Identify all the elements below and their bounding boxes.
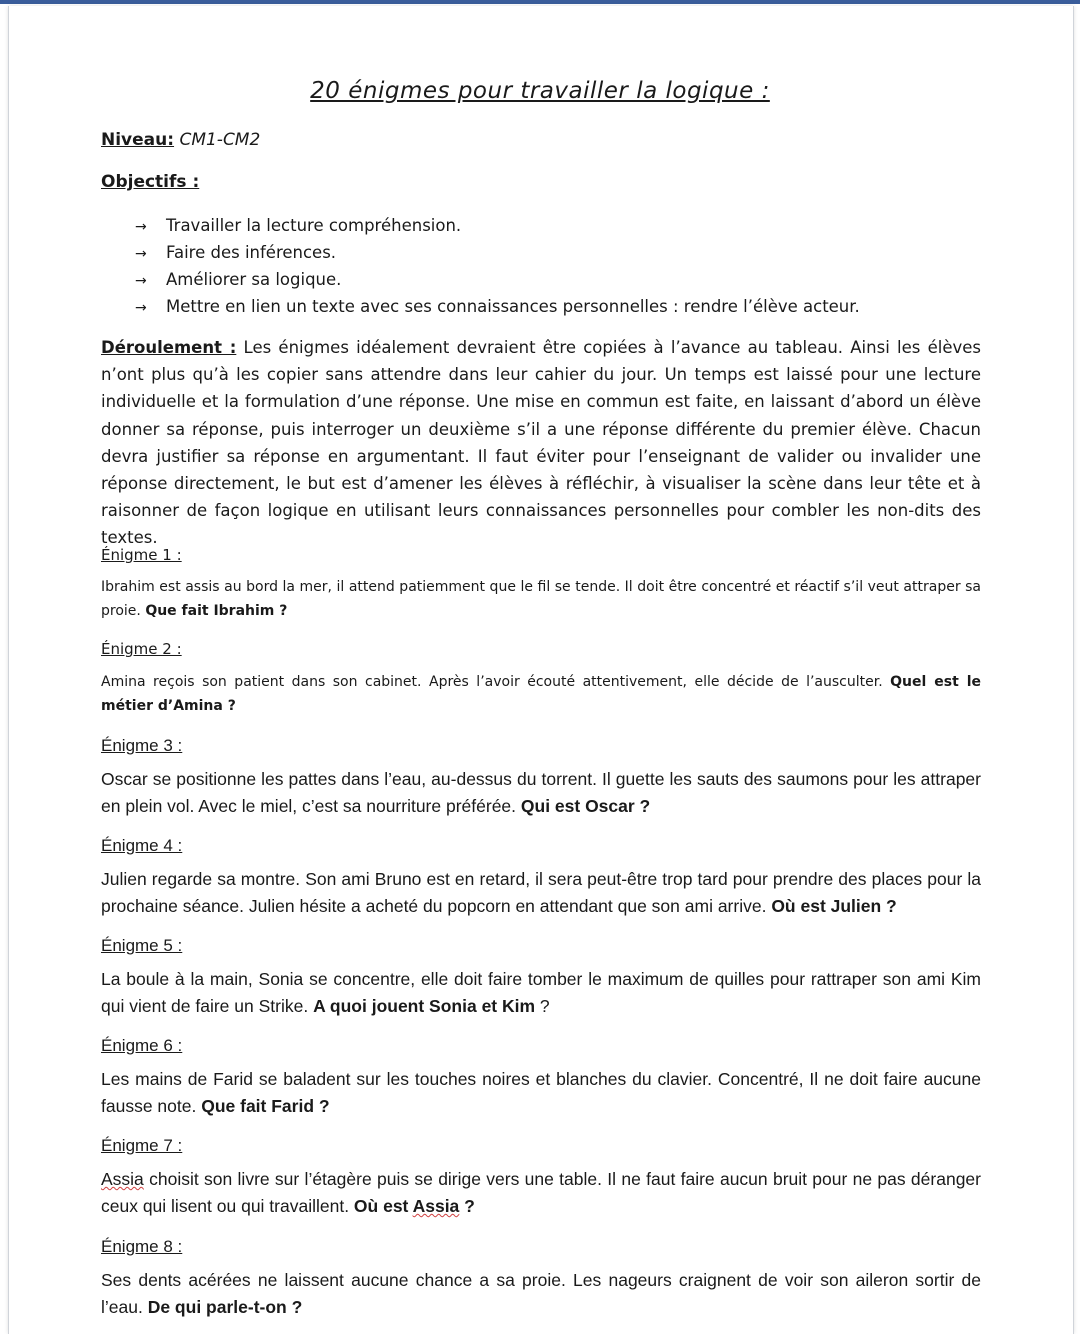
objectifs-list	[135, 212, 860, 320]
enigme-1-text	[101, 575, 981, 623]
enigme-6-text	[101, 1066, 981, 1120]
enigme-4-text	[101, 866, 981, 920]
question-end: ?	[459, 1196, 475, 1216]
objectif-text: Améliorer sa logique.	[166, 270, 342, 289]
list-item	[135, 266, 860, 293]
deroulement-paragraph	[101, 334, 981, 552]
enigme-6-title: Énigme 6 :	[101, 1036, 183, 1055]
question-prefix: Où est	[353, 1196, 413, 1216]
enigme-7-text	[101, 1166, 981, 1220]
enigme-text: Julien regarde sa montre. Son ami Bruno est en retard, il sera peut-être trop tard pour prendre des places pour la prochaine séance. Julien hésite a acheté du popcorn en attendant que son ami arrive.	[101, 869, 981, 916]
enigme-4-title: Énigme 4 :	[101, 836, 183, 855]
enigme-text: La boule à la main, Sonia se concentre, elle doit faire tomber le maximum de quilles pour rattraper son ami Kim qui vient de faire un Strike.	[101, 969, 981, 1016]
spellcheck-name: Assia	[412, 1196, 460, 1216]
objectif-text: Mettre en lien un texte avec ses connaissances personnelles : rendre l’élève acteur.	[166, 297, 860, 316]
objectif-text: Faire des inférences.	[166, 243, 337, 262]
deroulement-text: Les énigmes idéalement devraient être copiées à l’avance au tableau. Ainsi les élèves n’ont plus qu’à les copier sans attendre dans leur cahier du jour. Un temps est laissé pour une lecture individuelle et la formulation d’une réponse. Une mise en commun est faite, en laissant d’abord un élève donner sa réponse, puis interroger un deuxième s’il a une réponse différente du premier élève. Chacun devra justifier sa réponse en argumentant. Il faut éviter pour l’enseignant de valider ou invalider une réponse directement, le but est d’amener les élèves à réfléchir, à visualiser la scène dans leur tête et à raisonner de façon logique en utilisant leurs connaissances personnelles pour combler les non-dits des textes.	[101, 338, 981, 548]
document-title: 20 énigmes pour travailler la logique :	[310, 78, 770, 104]
enigme-question: Qui est Oscar ?	[520, 796, 651, 816]
arrow-icon: →	[135, 273, 147, 289]
enigme-question: Quel est le métier d’Amina ?	[101, 674, 981, 714]
list-item	[135, 212, 860, 239]
enigme-8-text	[101, 1267, 981, 1321]
enigme-text: Ses dents acérées ne laissent aucune chance a sa proie. Les nageurs craignent de voir son aileron sortir de l’eau.	[101, 1270, 981, 1317]
enigme-question: Que fait Ibrahim ?	[145, 603, 288, 619]
list-item	[135, 293, 860, 320]
enigme-7-title: Énigme 7 :	[101, 1136, 183, 1155]
enigme-3-text	[101, 766, 981, 820]
enigme-question: De qui parle-t-on ?	[147, 1297, 303, 1317]
enigme-1-title: Énigme 1 :	[101, 546, 182, 564]
spellcheck-name: Assia	[101, 1169, 144, 1189]
enigme-question	[354, 1196, 475, 1216]
enigme-3-title: Énigme 3 :	[101, 736, 183, 755]
arrow-icon: →	[135, 300, 147, 316]
list-item	[135, 239, 860, 266]
niveau-label: Niveau:	[101, 130, 175, 150]
enigme-text: Ibrahim est assis au bord la mer, il attend patiemment que le fil se tende. Il doit être concentré et réactif s’il veut attraper sa proie.	[101, 579, 981, 619]
enigme-5-title: Énigme 5 :	[101, 936, 183, 955]
enigme-2-text	[101, 670, 981, 718]
enigme-question-suffix: ?	[535, 996, 550, 1016]
niveau-line	[101, 130, 260, 150]
enigme-text: Amina reçois son patient dans son cabinet. Après l’avoir écouté attentivement, elle décide de l’ausculter.	[101, 674, 891, 690]
enigme-question: Que fait Farid ?	[201, 1096, 330, 1116]
deroulement-label: Déroulement :	[101, 338, 237, 357]
objectifs-heading: Objectifs :	[101, 172, 200, 192]
enigme-question: Où est Julien ?	[771, 896, 897, 916]
arrow-icon: →	[135, 219, 147, 235]
enigme-text: Les mains de Farid se baladent sur les touches noires et blanches du clavier. Concentré, Il ne doit faire aucune fausse note.	[101, 1069, 981, 1116]
enigme-2-title: Énigme 2 :	[101, 640, 182, 658]
niveau-value: CM1-CM2	[179, 130, 261, 150]
enigme-question: A quoi jouent Sonia et Kim	[313, 996, 536, 1016]
enigme-text: choisit son livre sur l’étagère puis se dirige vers une table. Il ne faut faire aucun bruit pour ne pas déranger ceux qui lisent ou qui travaillent.	[101, 1169, 981, 1216]
enigme-text: Oscar se positionne les pattes dans l’eau, au-dessus du torrent. Il guette les sauts des saumons pour les attraper en plein vol. Avec le miel, c’est sa nourriture préférée.	[101, 769, 981, 816]
window-top-border	[0, 0, 1080, 4]
enigme-8-title: Énigme 8 :	[101, 1237, 183, 1256]
objectif-text: Travailler la lecture compréhension.	[166, 216, 462, 235]
enigme-5-text	[101, 966, 981, 1020]
arrow-icon: →	[135, 246, 147, 262]
